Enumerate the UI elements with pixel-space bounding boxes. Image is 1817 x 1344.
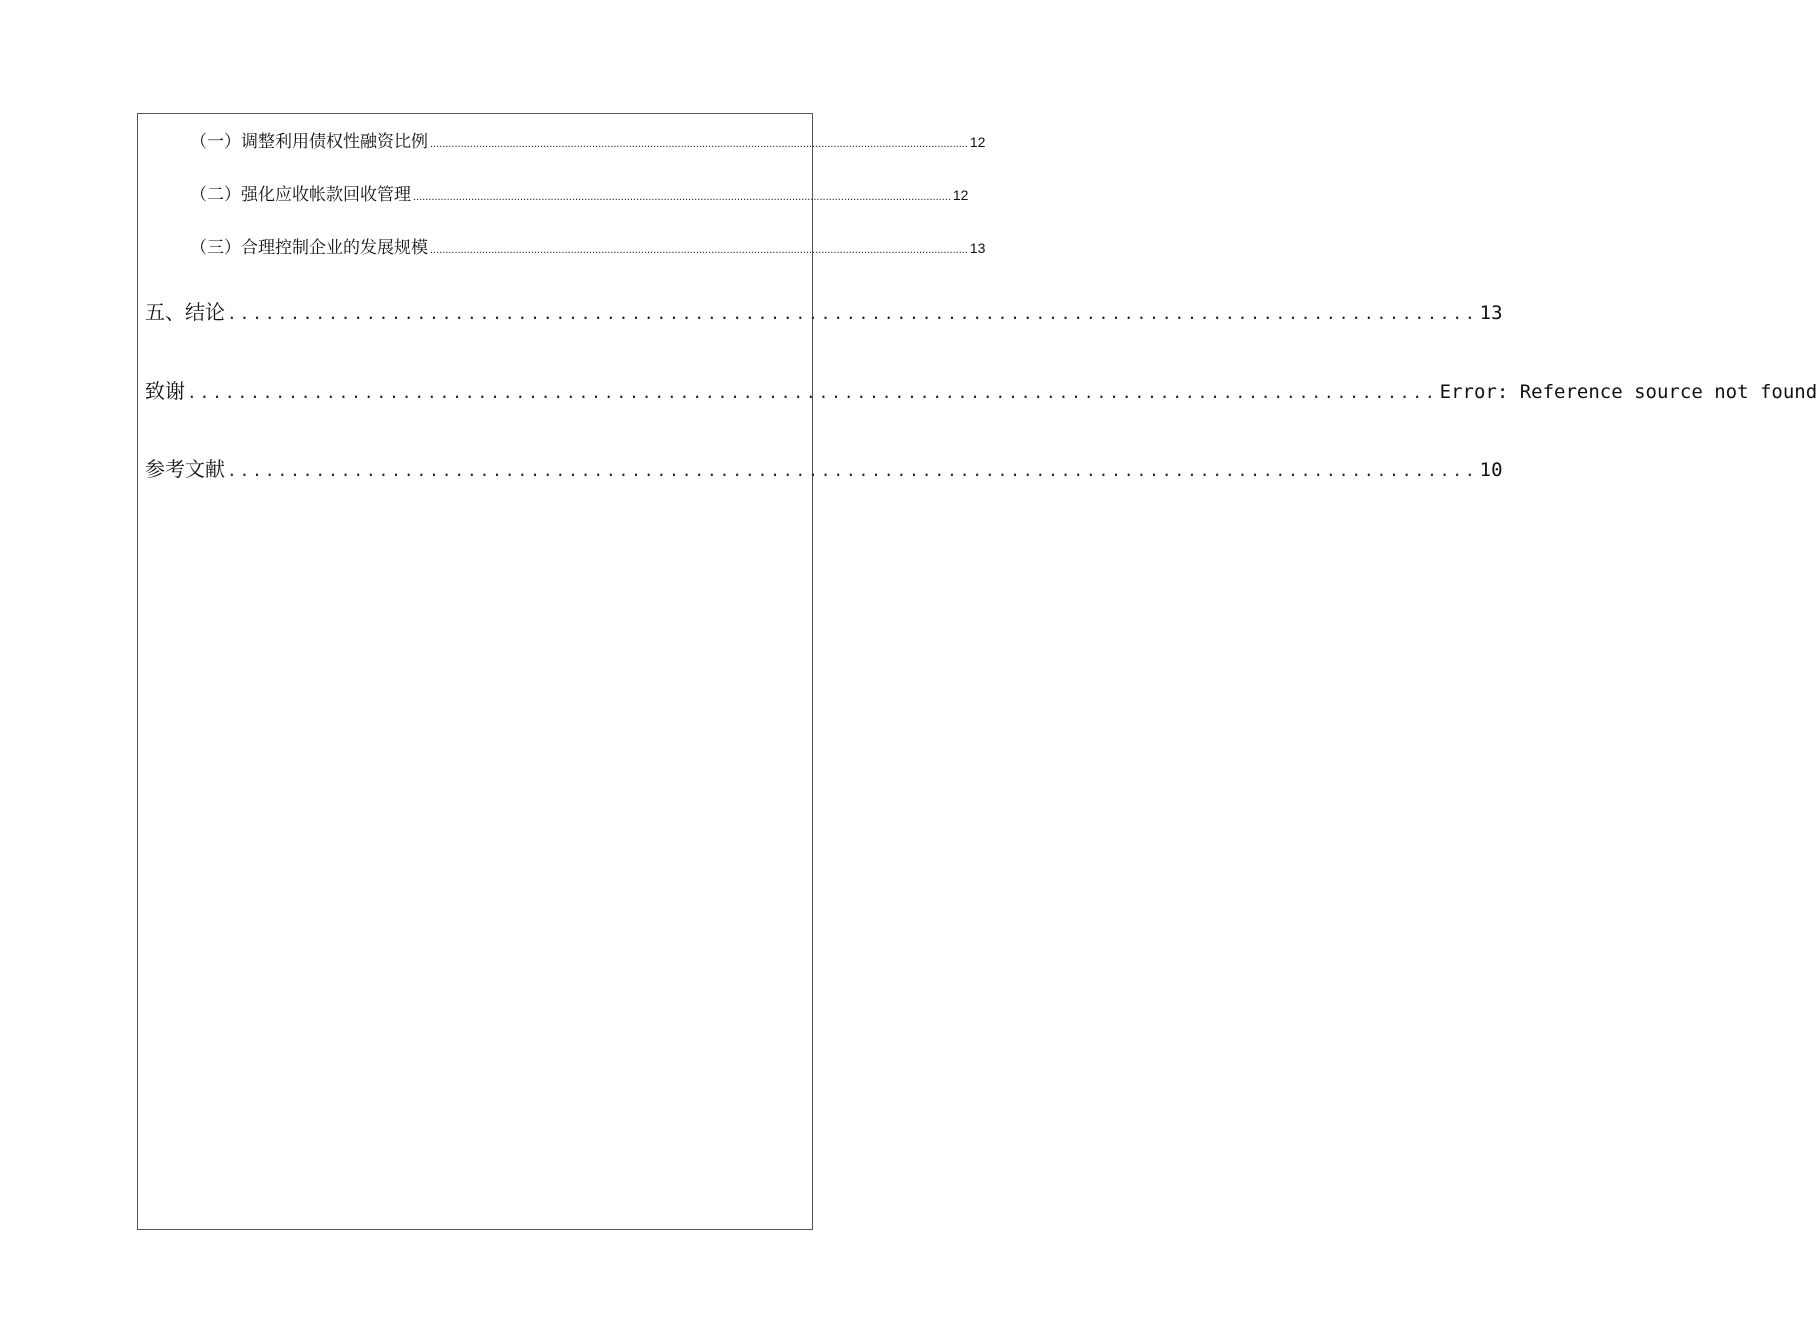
toc-leader-dots: ................................................................................................................................................................................: [413, 191, 951, 203]
toc-page-number: 13: [969, 240, 986, 256]
toc-page-number: 13: [1479, 302, 1503, 324]
toc-entry-label: 参考文献: [145, 457, 225, 481]
toc-entry-label: 五、结论: [145, 300, 225, 324]
toc-page-number: 12: [969, 134, 986, 150]
toc-entry-sub-3[interactable]: [190, 233, 986, 258]
toc-entry-sub-1[interactable]: [190, 127, 986, 152]
toc-leader-dots: ................................................................................................................................................................................: [430, 138, 968, 150]
toc-entry-sub-2[interactable]: [190, 180, 969, 205]
toc-entry-acknowledgements[interactable]: [145, 375, 1817, 404]
toc-leader-dots: ...................................................................................................: [187, 383, 1438, 402]
toc-entry-label: 致谢: [145, 379, 185, 403]
toc-leader-dots: ...................................................................................................: [227, 461, 1478, 480]
toc-entry-references[interactable]: [145, 453, 1503, 482]
toc-leader-dots: ................................................................................................................................................................................: [430, 244, 968, 256]
toc-entry-conclusion[interactable]: [145, 296, 1503, 325]
toc-page-number: 12: [952, 187, 969, 203]
toc-page-number: 10: [1479, 459, 1503, 481]
toc-leader-dots: ...................................................................................................: [227, 304, 1478, 323]
table-of-contents-frame: [137, 113, 813, 1230]
toc-reference-error-text: Error: Reference source not found: [1439, 381, 1817, 403]
toc-entry-label: （二）强化应收帐款回收管理: [190, 185, 411, 205]
toc-entry-label: （三）合理控制企业的发展规模: [190, 238, 428, 258]
toc-entry-label: （一）调整利用债权性融资比例: [190, 132, 428, 152]
